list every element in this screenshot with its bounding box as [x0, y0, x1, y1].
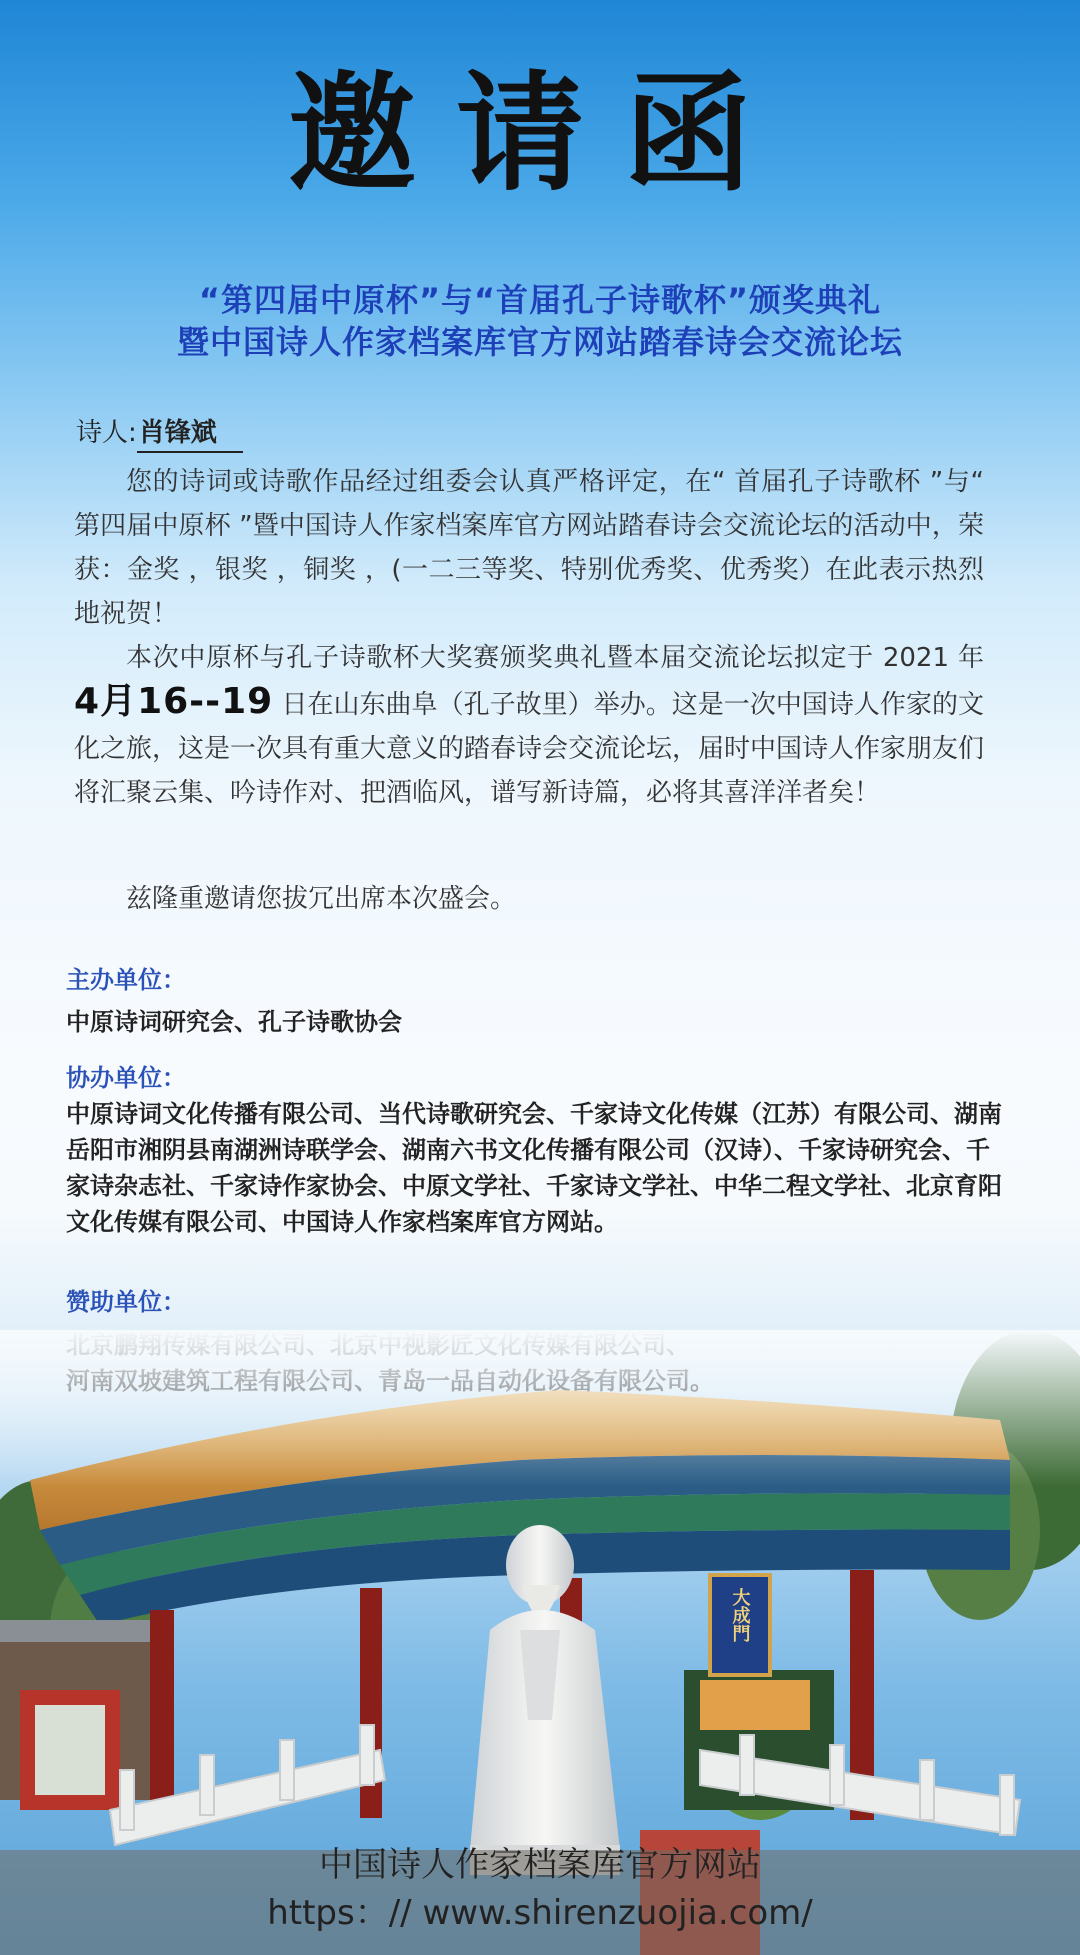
- subtitle-line-1: “第四届中原杯”与“首届孔子诗歌杯”颁奖典礼: [198, 281, 882, 319]
- poet-name: 肖锋斌: [137, 412, 243, 453]
- body-paragraph-award: 您的诗词或诗歌作品经过组委会认真严格评定，在“ 首届孔子诗歌杯 ”与“ 第四届中原杯 ”暨中国诗人作家档案库官方网站踏春诗会交流论坛的活动中，荣获：金奖 ，银奖 ，铜奖 ，(一二三等奖、特别优秀奖、优秀奖）在此表示热烈地祝贺！: [74, 467, 984, 629]
- event-text-after: 日在山东曲阜（孔子故里）举办。这是一次中国诗人作家的文化之旅，这是一次具有重大意义的踏春诗会交流论坛，届时中国诗人作家朋友们将汇聚云集、吟诗作对、把酒临风，谱写新诗篇，必将其喜洋洋者矣！: [74, 690, 985, 808]
- poet-line: [76, 412, 243, 453]
- event-date: 4月16--19: [74, 681, 274, 722]
- invitation-title: 邀请函: [287, 59, 792, 209]
- body-paragraph-event: [74, 636, 984, 815]
- body-paragraph-invite: 兹隆重邀请您拔冗出席本次盛会。: [126, 884, 517, 914]
- co-organizer-label: 协办单位：: [66, 1064, 186, 1092]
- footer-site-name: 中国诗人作家档案库官方网站: [319, 1845, 761, 1885]
- subtitle-line-2: 暨中国诗人作家档案库官方网站踏春诗会交流论坛: [176, 323, 903, 361]
- co-organizer-text: 中原诗词文化传播有限公司、当代诗歌研究会、千家诗文化传媒（江苏）有限公司、湖南岳阳市湘阴县南湖洲诗联学会、湖南六书文化传播有限公司（汉诗）、千家诗研究会、千家诗杂志社、千家诗作家协会、中原文学社、千家诗文学社、中华二程文学社、北京育阳文化传媒有限公司、中国诗人作家档案库官方网站。: [66, 1100, 1002, 1236]
- poet-label: 诗人:: [76, 418, 137, 448]
- host-text: 中原诗词研究会、孔子诗歌协会: [66, 1008, 402, 1036]
- host-label: 主办单位：: [66, 966, 186, 994]
- footer-url-link[interactable]: https：// www.shirenzuojia.com/: [267, 1893, 813, 1933]
- event-text-before: 本次中原杯与孔子诗歌杯大奖赛颁奖典礼暨本届交流论坛拟定于 2021 年: [126, 643, 984, 673]
- sponsor-label: 赞助单位：: [66, 1288, 186, 1316]
